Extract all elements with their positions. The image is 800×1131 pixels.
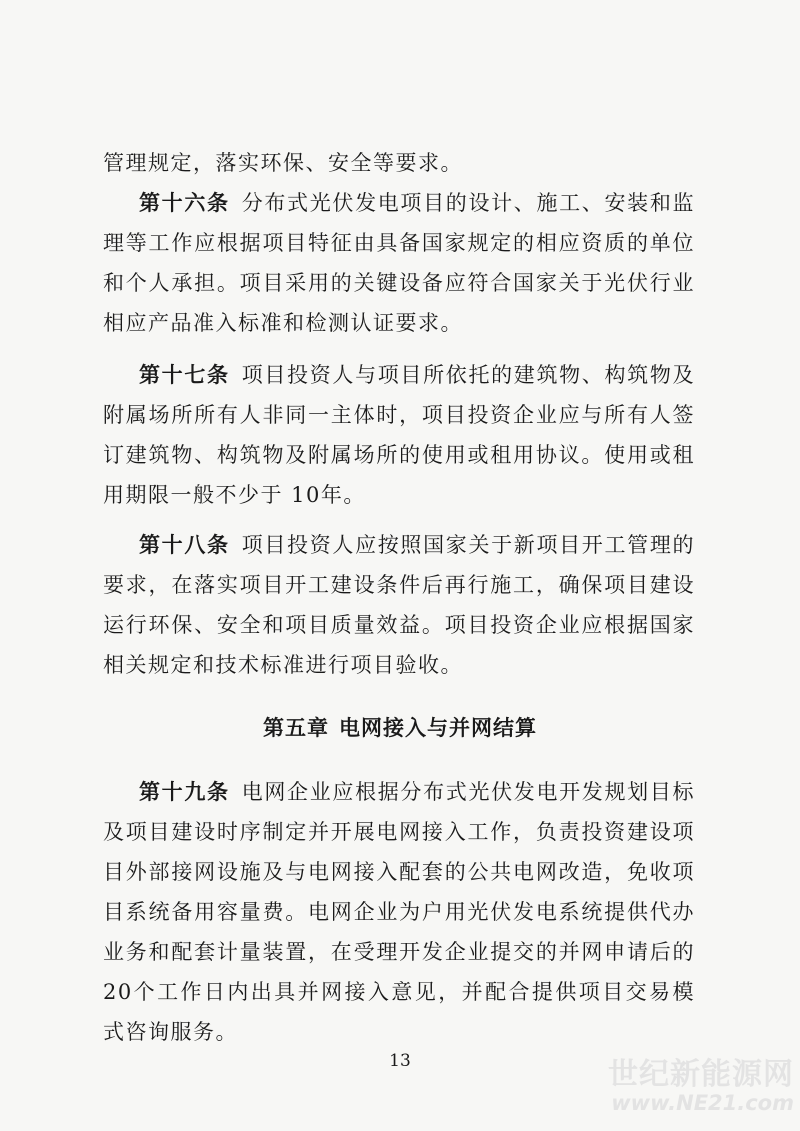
article-19 [103, 772, 695, 1052]
watermark-url: www.NE21.com [611, 1091, 794, 1115]
page-number: 13 [389, 1051, 411, 1071]
chapter-number: 第五章 [263, 715, 329, 740]
chapter-heading [0, 708, 800, 748]
article-label: 第十六条 [139, 190, 230, 215]
article-18 [103, 525, 695, 685]
article-text: 电网企业应根据分布式光伏发电开发规划目标及项目建设时序制定并开展电网接入工作，负责投资建设项目外部接网设施及与电网接入配套的公共电网改造，免收项目系统备用容量费。电网企业为户用光伏发电系统提供代办业务和配套计量装置，在受理开发企业提交的并网申请后的20个工作日内出具并网接入意见，并配合提供项目交易模式咨询服务。 [103, 780, 696, 1044]
article-label: 第十七条 [139, 362, 230, 387]
article-text: 项目投资人与项目所依托的建筑物、构筑物及附属场所所有人非同一主体时，项目投资企业应与所有人签订建筑物、构筑物及附属场所的使用或租用协议。使用或租用期限一般不少于 10年。 [103, 363, 696, 507]
intro-text: 管理规定，落实环保、安全等要求。 [103, 151, 463, 175]
intro-paragraph [103, 143, 695, 183]
watermark-name: 世纪新能源网 [608, 1057, 794, 1092]
chapter-title: 电网接入与并网结算 [339, 715, 537, 740]
article-label: 第十九条 [139, 779, 230, 804]
article-label: 第十八条 [139, 532, 230, 557]
site-watermark [608, 1059, 794, 1115]
article-17 [103, 355, 695, 515]
article-16 [103, 183, 695, 343]
article-text: 分布式光伏发电项目的设计、施工、安装和监理等工作应根据项目特征由具备国家规定的相应资质的单位和个人承担。项目采用的关键设备应符合国家关于光伏行业相应产品准入标准和检测认证要求。 [103, 191, 696, 335]
article-text: 项目投资人应按照国家关于新项目开工管理的要求，在落实项目开工建设条件后再行施工，确保项目建设运行环保、安全和项目质量效益。项目投资企业应根据国家相关规定和技术标准进行项目验收。 [103, 533, 696, 677]
